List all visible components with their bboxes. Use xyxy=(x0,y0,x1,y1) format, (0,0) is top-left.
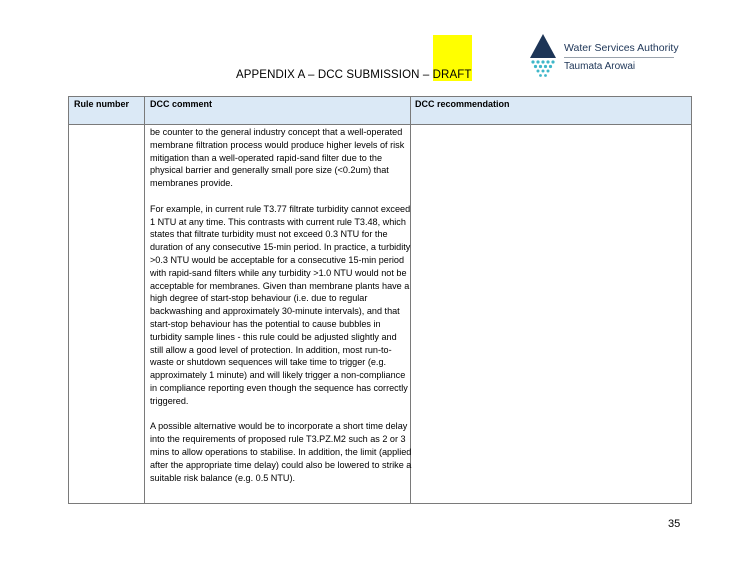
comment-paragraph: be counter to the general industry concept that a well-operated membrane filtration process would produce higher levels of risk mitigation than a well-operated rapid-sand filter due to the physical barrier and generally small pore size (<0.2um) that membranes provide. xyxy=(150,127,405,189)
logo-mark-icon xyxy=(528,32,558,80)
submission-table xyxy=(68,96,692,504)
logo-divider xyxy=(564,57,674,58)
title-prefix: APPENDIX A – DCC SUBMISSION – xyxy=(236,69,433,81)
logo-subname: Taumata Arowai xyxy=(564,61,636,72)
header-dcc-recommendation: DCC recommendation xyxy=(415,99,510,109)
comment-paragraph: A possible alternative would be to incorporate a short time delay into the requirements of proposed rule T3.PZ.M2 such as 2 or 3 mins to allow operations to stabilise. In addition, the limit (applied after the appropriate time delay) could also be lowered to strike a suitable risk balance (e.g. 0.5 NTU). xyxy=(150,421,412,483)
header-dcc-comment: DCC comment xyxy=(150,99,213,109)
draft-marker: DRAFT xyxy=(432,69,472,81)
page-number: 35 xyxy=(668,518,681,530)
logo-name: Water Services Authority xyxy=(564,42,679,54)
column-divider xyxy=(144,97,145,503)
cell-dcc-comment xyxy=(150,126,412,484)
comment-paragraph: For example, in current rule T3.77 filtrate turbidity cannot exceed 1 NTU at any time. This contrasts with current rule T3.48, which states that filtrate turbidity must not exceed 0.3 NTU for the duration of any consecutive 15-min period. In practice, a turbidity >0.3 NTU would be acceptable for a consecutive 15-min period with rapid-sand filters while any turbidity >1.0 NTU would not be acceptable for membranes. Given than membrane plants have a high degree of start-stop behaviour (i.e. due to regular backwashing and approximately 30-minute intervals), and that start-stop behaviour has the potential to cause bubbles in turbidity sample lines - this rule could be adjusted slightly and still allow a good level of protection. In addition, most run-to-waste or shutdown sequences will take time to trigger (e.g. approximately 1 minute) and will likely trigger a non-compliance in compliance reporting even though the sequence has correctly triggered. xyxy=(150,203,411,406)
header-rule-number: Rule number xyxy=(74,99,130,109)
authority-logo xyxy=(528,32,688,82)
table-header xyxy=(69,97,691,125)
page-title xyxy=(236,69,472,81)
